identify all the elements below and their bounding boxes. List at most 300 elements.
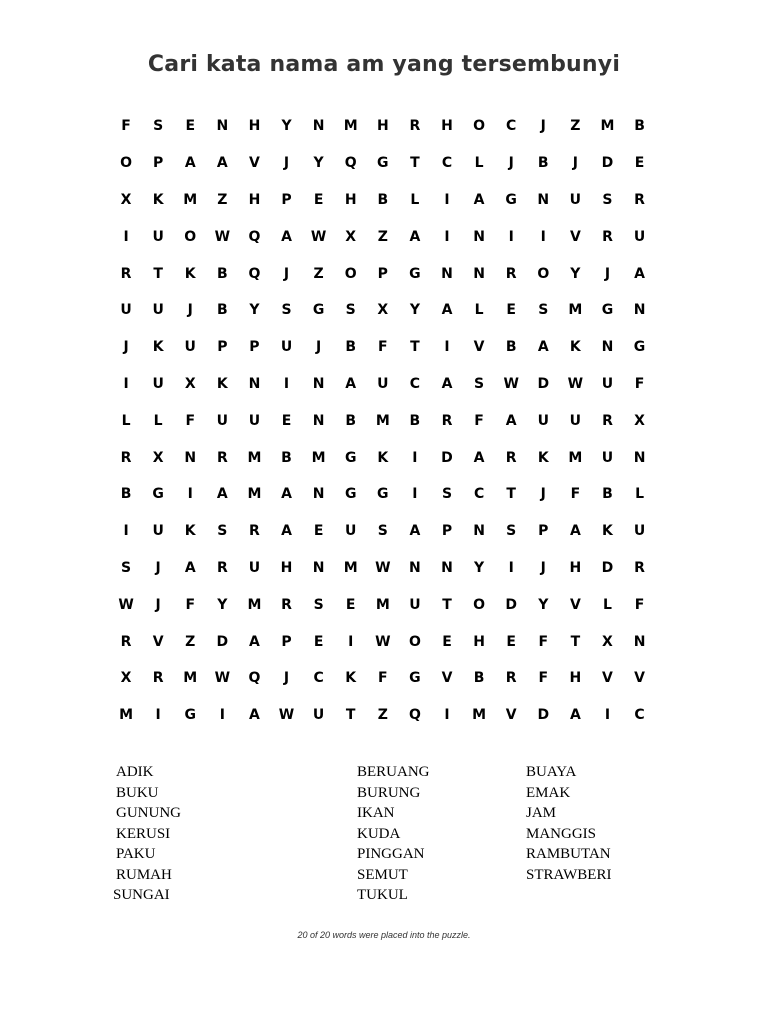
grid-cell: S: [121, 559, 132, 576]
grid-cell: R: [120, 633, 132, 650]
grid-cell: J: [540, 486, 546, 503]
grid-cell: Q: [344, 155, 357, 172]
word-list-item: KERUSI: [116, 825, 171, 842]
grid-cell: P: [281, 191, 292, 208]
grid-cell: N: [441, 559, 453, 576]
grid-cell: N: [184, 449, 197, 466]
grid-cell: A: [249, 707, 260, 724]
grid-cell: U: [345, 523, 357, 540]
grid-cell: A: [281, 228, 292, 245]
grid-cell: F: [378, 339, 388, 356]
grid-cell: G: [377, 155, 389, 172]
grid-cell: X: [377, 302, 389, 319]
grid-row: [110, 108, 656, 145]
grid-cell: S: [602, 191, 613, 208]
grid-cell: G: [409, 265, 421, 282]
grid-cell: R: [505, 670, 517, 687]
word-list-item: ADIK: [116, 764, 154, 780]
grid-cell: S: [281, 302, 292, 319]
grid-cell: X: [152, 449, 164, 466]
grid-cell: E: [313, 191, 324, 208]
grid-cell: U: [280, 339, 293, 356]
grid-cell: I: [155, 707, 161, 724]
grid-cell: L: [410, 191, 420, 208]
grid-cell: G: [184, 707, 196, 724]
grid-cell: Y: [570, 265, 581, 282]
grid-cell: J: [316, 339, 322, 356]
grid-cell: N: [248, 375, 261, 392]
grid-cell: N: [473, 228, 485, 245]
grid-cell: A: [249, 633, 260, 650]
word-list-item: BERUANG: [357, 764, 430, 780]
grid-cell: R: [441, 412, 453, 429]
page-title: Cari kata nama am yang tersembunyi: [147, 52, 621, 77]
grid-cell: A: [473, 449, 485, 466]
grid-cell: O: [120, 155, 132, 172]
grid-cell: U: [152, 523, 164, 540]
grid-cell: P: [538, 523, 549, 540]
grid-cell: N: [633, 449, 646, 466]
grid-cell: K: [184, 523, 196, 540]
grid-cell: N: [409, 559, 421, 576]
grid-cell: T: [442, 596, 452, 613]
grid-cell: R: [505, 265, 517, 282]
grid-row: [110, 660, 656, 697]
grid-cell: U: [409, 596, 421, 613]
grid-cell: V: [602, 670, 613, 687]
grid-cell: H: [376, 118, 389, 135]
grid-cell: O: [408, 633, 421, 650]
grid-cell: V: [569, 228, 581, 245]
grid-cell: K: [602, 523, 613, 540]
grid-cell: I: [348, 633, 354, 650]
grid-cell: C: [313, 670, 324, 687]
grid-cell: L: [121, 412, 131, 429]
word-list-item: MANGGIS: [526, 825, 597, 842]
grid-cell: G: [312, 302, 325, 319]
grid-cell: Y: [474, 559, 485, 576]
grid-cell: V: [569, 596, 581, 613]
grid-cell: J: [155, 559, 161, 576]
grid-cell: A: [569, 523, 581, 540]
grid-cell: B: [377, 191, 389, 208]
word-list-item: BUAYA: [526, 764, 577, 780]
grid-cell: M: [183, 670, 198, 687]
grid-cell: V: [473, 339, 485, 356]
grid-cell: R: [249, 523, 260, 540]
word-list-item: SEMUT: [357, 866, 408, 883]
grid-cell: N: [216, 118, 229, 135]
grid-cell: Q: [248, 670, 261, 687]
grid-cell: B: [216, 265, 228, 282]
grid-cell: M: [375, 412, 390, 429]
grid-cell: I: [219, 707, 225, 724]
word-list-item: PINGGAN: [357, 846, 425, 862]
grid-cell: W: [503, 375, 519, 392]
grid-cell: S: [538, 302, 549, 319]
grid-cell: E: [442, 633, 452, 650]
grid-row: [110, 218, 656, 255]
grid-cell: Y: [409, 302, 420, 319]
grid-row: [110, 255, 656, 292]
grid-cell: U: [537, 412, 549, 429]
grid-cell: R: [216, 449, 228, 466]
grid-cell: Y: [313, 155, 324, 172]
grid-cell: R: [602, 228, 613, 245]
grid-cell: I: [123, 375, 129, 392]
grid-cell: O: [184, 228, 197, 245]
grid-cell: S: [441, 486, 453, 503]
grid-cell: A: [184, 155, 196, 172]
grid-cell: P: [217, 339, 228, 356]
grid-cell: U: [152, 228, 164, 245]
grid-cell: N: [473, 523, 485, 540]
grid-cell: A: [184, 559, 196, 576]
grid-cell: I: [412, 486, 418, 503]
grid-cell: F: [185, 412, 196, 429]
grid-cell: A: [281, 486, 292, 503]
grid-cell: V: [249, 155, 260, 172]
grid-cell: J: [123, 339, 129, 356]
grid-cell: Y: [249, 302, 260, 319]
grid-cell: S: [217, 523, 228, 540]
word-list-item: JAM: [526, 805, 557, 821]
grid-cell: F: [121, 118, 131, 135]
grid-cell: K: [184, 265, 196, 282]
grid-cell: E: [634, 155, 645, 172]
grid-cell: J: [283, 155, 290, 172]
grid-cell: P: [441, 523, 453, 540]
grid-cell: R: [409, 118, 421, 135]
grid-cell: J: [187, 302, 193, 319]
word-list-item: TUKUL: [357, 887, 408, 903]
grid-cell: A: [505, 412, 517, 429]
word-list-item: EMAK: [526, 784, 571, 801]
grid-cell: C: [506, 118, 517, 135]
grid-cell: R: [216, 559, 228, 576]
word-list-item: BURUNG: [357, 784, 421, 801]
grid-cell: N: [473, 265, 485, 282]
grid-cell: C: [473, 486, 485, 503]
grid-row: [110, 550, 656, 587]
grid-cell: R: [281, 596, 292, 613]
grid-cell: M: [375, 596, 390, 613]
grid-cell: J: [155, 596, 161, 613]
grid-cell: D: [505, 596, 517, 613]
grid-cell: F: [634, 596, 645, 613]
grid-row: [110, 586, 656, 623]
grid-cell: Z: [377, 228, 388, 245]
grid-cell: W: [310, 228, 327, 245]
grid-cell: F: [538, 633, 549, 650]
grid-row: [110, 182, 656, 219]
grid-cell: J: [283, 265, 290, 282]
grid-cell: O: [537, 265, 550, 282]
grid-cell: O: [344, 265, 357, 282]
grid-cell: M: [568, 449, 583, 466]
grid-cell: T: [410, 339, 420, 356]
grid-cell: A: [409, 523, 421, 540]
grid-cell: L: [474, 302, 484, 319]
grid-cell: B: [505, 339, 517, 356]
grid-cell: W: [375, 633, 391, 650]
grid-cell: R: [120, 449, 132, 466]
grid-cell: E: [345, 596, 356, 613]
grid-cell: M: [600, 118, 615, 135]
grid-cell: G: [344, 449, 357, 466]
grid-cell: A: [216, 486, 228, 503]
grid-cell: N: [633, 633, 646, 650]
grid-cell: M: [343, 559, 358, 576]
grid-cell: Z: [570, 118, 581, 135]
grid-cell: Z: [313, 265, 324, 282]
grid-cell: S: [313, 596, 324, 613]
grid-cell: A: [441, 375, 453, 392]
letter-grid: [110, 108, 656, 734]
word-list-item: SUNGAI: [113, 887, 170, 903]
word-list-item: PAKU: [116, 846, 156, 862]
grid-cell: A: [569, 707, 581, 724]
grid-cell: M: [247, 486, 262, 503]
grid-cell: I: [123, 228, 129, 245]
word-list-column-2: [357, 762, 430, 906]
grid-cell: M: [247, 449, 262, 466]
grid-cell: G: [601, 302, 614, 319]
grid-cell: V: [505, 707, 517, 724]
grid-cell: D: [601, 559, 614, 576]
grid-cell: J: [283, 670, 290, 687]
grid-cell: K: [377, 449, 389, 466]
grid-cell: T: [570, 633, 581, 650]
grid-cell: X: [120, 670, 132, 687]
grid-cell: F: [378, 670, 388, 687]
grid-row: [110, 145, 656, 182]
grid-cell: H: [569, 670, 582, 687]
grid-cell: T: [410, 155, 420, 172]
grid-cell: B: [537, 155, 549, 172]
grid-cell: G: [377, 486, 389, 503]
grid-cell: B: [345, 412, 357, 429]
grid-cell: J: [572, 155, 578, 172]
grid-cell: I: [412, 449, 418, 466]
grid-cell: R: [152, 670, 164, 687]
grid-cell: K: [216, 375, 228, 392]
grid-cell: U: [601, 375, 614, 392]
grid-cell: Z: [185, 633, 196, 650]
grid-cell: U: [569, 412, 582, 429]
grid-cell: A: [409, 228, 421, 245]
grid-cell: A: [441, 302, 453, 319]
word-list-item: STRAWBERI: [526, 866, 612, 883]
grid-cell: N: [312, 375, 325, 392]
grid-cell: I: [444, 339, 450, 356]
grid-cell: D: [441, 449, 453, 466]
word-list-item: RUMAH: [116, 866, 172, 883]
grid-cell: M: [119, 707, 134, 724]
grid-cell: M: [311, 449, 326, 466]
grid-cell: A: [634, 265, 645, 282]
grid-row: [110, 366, 656, 403]
grid-cell: R: [120, 265, 132, 282]
grid-cell: I: [187, 486, 193, 503]
grid-cell: G: [505, 191, 517, 208]
grid-cell: U: [633, 523, 646, 540]
grid-cell: Y: [281, 118, 292, 135]
grid-row: [110, 329, 656, 366]
grid-cell: W: [214, 228, 231, 245]
grid-cell: W: [375, 559, 391, 576]
grid-cell: M: [472, 707, 487, 724]
grid-cell: I: [508, 559, 514, 576]
grid-cell: D: [216, 633, 229, 650]
grid-cell: N: [633, 302, 646, 319]
grid-cell: I: [444, 707, 450, 724]
grid-cell: E: [185, 118, 196, 135]
grid-cell: T: [345, 707, 356, 724]
grid-cell: U: [248, 412, 261, 429]
grid-cell: W: [118, 596, 134, 613]
grid-cell: P: [249, 339, 260, 356]
grid-row: [110, 513, 656, 550]
grid-cell: Z: [377, 707, 388, 724]
grid-cell: K: [537, 449, 549, 466]
grid-cell: U: [216, 412, 229, 429]
grid-cell: Q: [408, 707, 421, 724]
grid-cell: U: [633, 228, 646, 245]
grid-cell: X: [345, 228, 357, 245]
grid-cell: R: [505, 449, 517, 466]
grid-cell: U: [377, 375, 389, 392]
grid-cell: S: [153, 118, 164, 135]
grid-cell: R: [634, 559, 645, 576]
grid-cell: X: [184, 375, 196, 392]
grid-cell: I: [123, 523, 129, 540]
grid-cell: K: [152, 339, 164, 356]
grid-cell: C: [409, 375, 421, 392]
grid-cell: A: [281, 523, 292, 540]
grid-cell: U: [120, 302, 132, 319]
grid-cell: V: [152, 633, 164, 650]
grid-cell: V: [441, 670, 453, 687]
grid-cell: Q: [248, 228, 261, 245]
grid-cell: M: [183, 191, 198, 208]
grid-cell: X: [120, 191, 132, 208]
grid-cell: B: [602, 486, 613, 503]
grid-cell: U: [312, 707, 325, 724]
grid-cell: B: [473, 670, 485, 687]
grid-cell: S: [474, 375, 485, 392]
grid-cell: M: [247, 596, 262, 613]
grid-cell: D: [601, 155, 614, 172]
grid-cell: P: [377, 265, 388, 282]
grid-cell: G: [409, 670, 421, 687]
grid-cell: H: [280, 559, 293, 576]
grid-cell: N: [312, 486, 325, 503]
grid-cell: P: [153, 155, 164, 172]
grid-row: [110, 292, 656, 329]
grid-cell: I: [444, 191, 450, 208]
grid-cell: S: [506, 523, 517, 540]
grid-cell: A: [216, 155, 228, 172]
grid-cell: U: [569, 191, 582, 208]
grid-cell: Y: [217, 596, 228, 613]
grid-cell: H: [441, 118, 453, 135]
footer-note: 20 of 20 words were placed into the puzzle.: [297, 930, 471, 940]
word-list-column-3: [526, 762, 611, 885]
grid-cell: W: [567, 375, 584, 392]
grid-cell: N: [312, 118, 325, 135]
grid-cell: S: [377, 523, 388, 540]
grid-cell: B: [345, 339, 357, 356]
word-list-column-1: [113, 762, 181, 906]
grid-cell: E: [506, 302, 516, 319]
word-list-item: BUKU: [116, 784, 159, 801]
grid-cell: X: [602, 633, 613, 650]
grid-cell: L: [602, 596, 612, 613]
grid-cell: U: [248, 559, 261, 576]
grid-cell: R: [634, 191, 645, 208]
grid-cell: I: [508, 228, 514, 245]
grid-cell: B: [120, 486, 132, 503]
grid-cell: E: [313, 523, 324, 540]
grid-cell: U: [184, 339, 196, 356]
grid-cell: I: [604, 707, 611, 724]
word-list-item: RAMBUTAN: [526, 846, 611, 862]
grid-cell: L: [153, 412, 163, 429]
word-list-item: GUNUNG: [116, 805, 181, 821]
grid-cell: G: [152, 486, 164, 503]
grid-cell: D: [537, 707, 550, 724]
grid-cell: M: [568, 302, 583, 319]
grid-cell: M: [343, 118, 358, 135]
grid-cell: I: [540, 228, 546, 245]
grid-cell: U: [152, 375, 164, 392]
grid-cell: A: [345, 375, 357, 392]
grid-cell: B: [281, 449, 292, 466]
grid-cell: E: [506, 633, 516, 650]
grid-cell: H: [248, 118, 261, 135]
grid-cell: W: [278, 707, 295, 724]
grid-cell: J: [540, 559, 546, 576]
grid-cell: R: [602, 412, 613, 429]
grid-cell: H: [344, 191, 357, 208]
grid-row: [110, 402, 656, 439]
grid-cell: N: [441, 265, 453, 282]
grid-cell: A: [537, 339, 549, 356]
grid-cell: T: [506, 486, 516, 503]
grid-cell: I: [444, 228, 450, 245]
grid-cell: Y: [538, 596, 549, 613]
grid-cell: F: [634, 375, 645, 392]
grid-cell: L: [474, 155, 484, 172]
grid-cell: K: [345, 670, 357, 687]
grid-cell: N: [312, 559, 325, 576]
grid-cell: S: [345, 302, 356, 319]
grid-cell: H: [248, 191, 261, 208]
grid-cell: J: [508, 155, 514, 172]
grid-cell: I: [283, 375, 290, 392]
grid-cell: F: [185, 596, 196, 613]
grid-cell: C: [634, 707, 645, 724]
grid-cell: P: [281, 633, 292, 650]
grid-cell: F: [474, 412, 484, 429]
grid-cell: Q: [248, 265, 261, 282]
grid-cell: V: [634, 670, 645, 687]
grid-cell: G: [344, 486, 357, 503]
grid-cell: F: [570, 486, 581, 503]
grid-cell: U: [152, 302, 164, 319]
grid-cell: B: [634, 118, 645, 135]
